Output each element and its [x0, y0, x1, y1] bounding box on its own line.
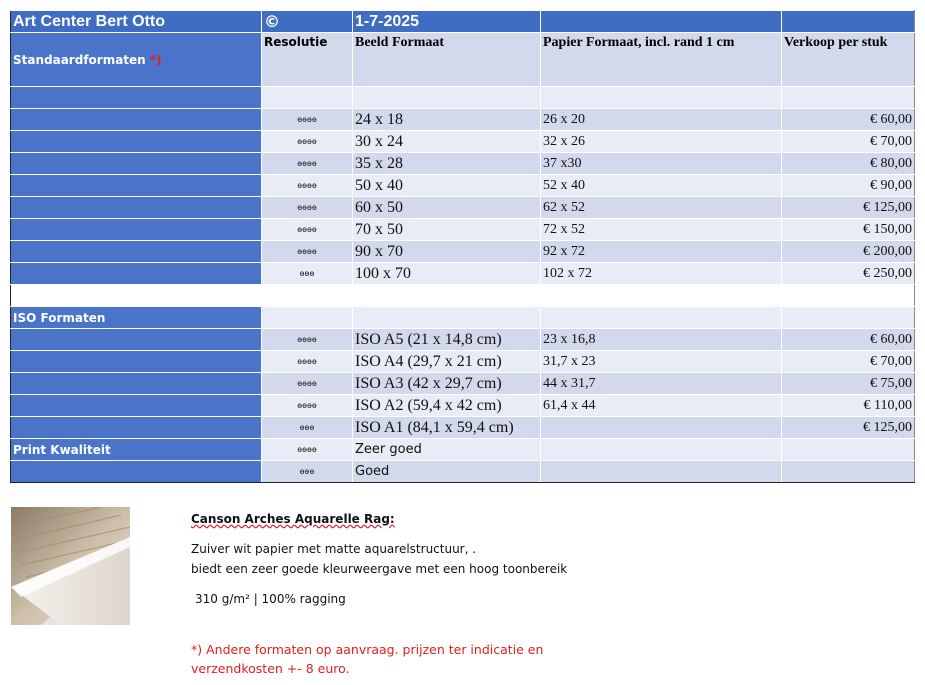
paper-size: 37 x30 [541, 153, 782, 175]
paper-size [541, 417, 782, 439]
resolution-indicator: ɵɵɵɵ [262, 439, 353, 461]
col-image-size: Beeld Formaat [353, 33, 541, 87]
paper-size: 92 x 72 [541, 241, 782, 263]
image-size: 60 x 50 [353, 197, 541, 219]
iso-section-row [11, 307, 915, 329]
col-paper-size: Papier Formaat, incl. rand 1 cm [541, 33, 782, 87]
table-row [11, 197, 915, 219]
resolution-indicator: ɵɵɵɵ [262, 241, 353, 263]
column-header-row [11, 33, 915, 87]
price: € 70,00 [782, 351, 915, 373]
business-name: Art Center Bert Otto [11, 11, 262, 33]
paper-size: 61,4 x 44 [541, 395, 782, 417]
image-size: 24 x 18 [353, 109, 541, 131]
price: € 200,00 [782, 241, 915, 263]
resolution-indicator: ɵɵɵ [262, 263, 353, 285]
paper-size: 72 x 52 [541, 219, 782, 241]
paper-size: 44 x 31,7 [541, 373, 782, 395]
quality-label: Zeer goed [353, 439, 541, 461]
resolution-indicator: ɵɵɵɵ [262, 329, 353, 351]
table-row [11, 153, 915, 175]
paper-size: 26 x 20 [541, 109, 782, 131]
table-row [11, 175, 915, 197]
quality-row [11, 461, 915, 483]
standard-section-label: Standaardformaten [13, 52, 146, 67]
paper-size: 102 x 72 [541, 263, 782, 285]
image-size: 90 x 70 [353, 241, 541, 263]
price-list-date: 1-7-2025 [353, 11, 541, 33]
paper-sample-photo [11, 507, 130, 625]
copyright-symbol: © [262, 11, 353, 33]
resolution-indicator: ɵɵɵɵ [262, 351, 353, 373]
paper-size: 62 x 52 [541, 197, 782, 219]
iso-section-label: ISO Formaten [13, 310, 106, 325]
header-row [11, 11, 915, 33]
table-row [11, 373, 915, 395]
price: € 60,00 [782, 329, 915, 351]
footnote-marker: *) [149, 52, 162, 67]
image-size: ISO A2 (59,4 x 42 cm) [353, 395, 541, 417]
table-row [11, 395, 915, 417]
paper-size: 31,7 x 23 [541, 351, 782, 373]
price: € 80,00 [782, 153, 915, 175]
resolution-indicator: ɵɵɵɵ [262, 373, 353, 395]
quality-label: Goed [353, 461, 541, 483]
resolution-indicator: ɵɵɵɵ [262, 153, 353, 175]
image-size: 100 x 70 [353, 263, 541, 285]
image-size: ISO A3 (42 x 29,7 cm) [353, 373, 541, 395]
image-size: 35 x 28 [353, 153, 541, 175]
paper-size: 32 x 26 [541, 131, 782, 153]
image-size: 30 x 24 [353, 131, 541, 153]
resolution-indicator: ɵɵɵɵ [262, 175, 353, 197]
table-row [11, 219, 915, 241]
paper-specs: 310 g/m² | 100% ragging [195, 592, 346, 606]
resolution-indicator: ɵɵɵɵ [262, 109, 353, 131]
col-price: Verkoop per stuk [782, 33, 915, 87]
paper-size: 52 x 40 [541, 175, 782, 197]
table-row [11, 417, 915, 439]
table-row [11, 109, 915, 131]
table-row [11, 241, 915, 263]
spacer-row [11, 87, 915, 109]
image-size: ISO A1 (84,1 x 59,4 cm) [353, 417, 541, 439]
price: € 125,00 [782, 197, 915, 219]
blank-row [11, 285, 915, 307]
image-size: ISO A5 (21 x 14,8 cm) [353, 329, 541, 351]
table-row [11, 263, 915, 285]
price: € 150,00 [782, 219, 915, 241]
table-row [11, 329, 915, 351]
price: € 90,00 [782, 175, 915, 197]
image-size: 50 x 40 [353, 175, 541, 197]
price: € 75,00 [782, 373, 915, 395]
image-size: ISO A4 (29,7 x 21 cm) [353, 351, 541, 373]
quality-section-label: Print Kwaliteit [13, 442, 111, 457]
footnote: *) Andere formaten op aanvraag. prijzen ter indicatie en verzendkosten +- 8 euro. [191, 642, 544, 676]
resolution-indicator: ɵɵɵ [262, 461, 353, 483]
price: € 60,00 [782, 109, 915, 131]
paper-description-line2: biedt een zeer goede kleurweergave met een hoog toonbereik [191, 562, 568, 576]
quality-row [11, 439, 915, 461]
price: € 70,00 [782, 131, 915, 153]
paper-title: Canson Arches Aquarelle Rag: [191, 512, 395, 526]
resolution-indicator: ɵɵɵɵ [262, 395, 353, 417]
price: € 110,00 [782, 395, 915, 417]
resolution-indicator: ɵɵɵɵ [262, 131, 353, 153]
paper-description-line1: Zuiver wit papier met matte aquarelstructuur, . [191, 542, 477, 556]
resolution-indicator: ɵɵɵɵ [262, 219, 353, 241]
table-row [11, 351, 915, 373]
col-resolution: Resolutie [262, 33, 353, 87]
price: € 250,00 [782, 263, 915, 285]
image-size: 70 x 50 [353, 219, 541, 241]
resolution-indicator: ɵɵɵɵ [262, 197, 353, 219]
resolution-indicator: ɵɵɵ [262, 417, 353, 439]
price: € 125,00 [782, 417, 915, 439]
table-row [11, 131, 915, 153]
paper-size: 23 x 16,8 [541, 329, 782, 351]
price-table [10, 10, 915, 483]
